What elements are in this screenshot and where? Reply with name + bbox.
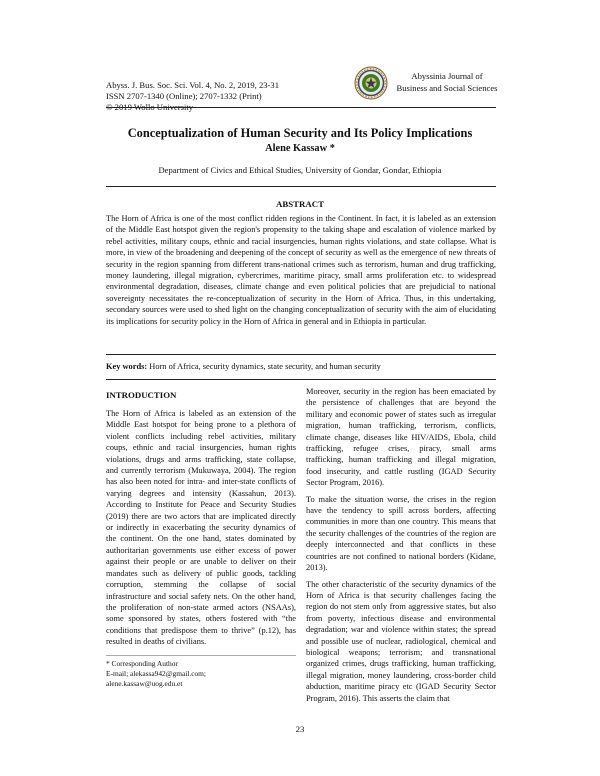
footnote-line-1: * Corresponding Author: [106, 659, 178, 668]
page-number: 23: [295, 724, 305, 734]
abstract-divider: [106, 354, 496, 355]
article-title: Conceptualization of Human Security and Its Policy Implications: [127, 126, 473, 140]
introduction-heading: INTRODUCTION: [106, 390, 177, 400]
keywords-text: Horn of Africa, security dynamics, state security, and human security: [149, 362, 381, 371]
keywords-divider: [106, 379, 496, 380]
abstract-heading: ABSTRACT: [276, 199, 324, 209]
journal-name-line-1: Abyssinia Journal of: [411, 71, 483, 81]
abstract-text: The Horn of Africa is one of the most conflict ridden regions in the Continent. In fact, it is labeled as an extension of the Middle East hotspot given the region's propensity to the taking shape and escalation of violence marked by rebel activities, military coups, ethnic and racial insurgencies, human rights violations, and state collapse. What is more, in view of the broadening and deepening of the concept of security as well as the emergence of new threats of security in the region spanning from different trans-national crimes such as terrorism, human and drug trafficking, money laundering, illegal migration, cybercrimes, maritime piracy, small arms proliferation etc. to widespread environmental degradation, diseases, climate change and even political policies that are prejudicial to national sovereignty necessitates the re-conceptualization of security in the Horn of Africa. Thus, in this undertaking, secondary sources were used to shed light on the changing conceptualization of security with the aim of elucidating its implications for security policy in the Horn of Africa in general and in Ethiopia in particular.: [106, 214, 496, 326]
journal-name: [392, 71, 502, 94]
article-author: Alene Kassaw *: [265, 143, 335, 154]
title-divider: [106, 186, 496, 187]
citation-line-1: Abyss. J. Bus. Soc. Sci. Vol. 4, No. 2, 2019, 23-31: [106, 80, 280, 90]
journal-logo-icon: [354, 66, 388, 100]
journal-name-line-2: Business and Social Sciences: [396, 82, 498, 93]
citation-block: [106, 80, 279, 114]
intro-paragraph-2: Moreover, security in the region has been emaciated by the persistence of challenges that are beyond the military and economic power of states such as irregular migration, human trafficking, terrorism, conflicts, climate change, diseases like HIV/AIDS, Ebola, child trafficking, refugee crises, piracy, small arms trafficking, human trafficking and illegal migration, food insecurity, and cattle rustling (IGAD Security Sector Program, 2016).: [306, 387, 496, 488]
keywords-label: Key words:: [106, 362, 148, 371]
intro-paragraph-3: To make the situation worse, the crises in the region have the tendency to spill across borders, affecting communities in more than one country. This means that the security challenges of the countries of the region are deeply interconnected and that conflicts in these countries are not confined to national borders (Kidane, 2013).: [306, 494, 496, 573]
intro-paragraph-1: The Horn of Africa is labeled as an extension of the Middle East hotspot for being prone to a plethora of violent conflicts including rebel activities, military coups, ethnic and racial insurgencies, human rights violations, drugs and arms trafficking, state collapse, and currently terrorism (Mukuwaya, 2004). The region has also been noted for intra- and inter-state conflicts of varying degrees and intensity (Kassahun, 2013). According to Institute for Peace and Security Studies (2019) there are two actors that are implicated directly or indirectly in exacerbating the security dynamics of the continent. On the one hand, states dominated by authoritarian governments use either excess of power against their people or are unable to deliver on their mandates such as delivery of public goods, tackling corruption, stemming the collapse of social infrastructure and social safety nets. On the other hand, the proliferation of non-state armed actors (NSAAs), some sponsored by states, others fostered with “the conditions that predispose them to thrive” (p.12), has resulted in deaths of civilians.: [106, 409, 296, 647]
intro-paragraph-4: The other characteristic of the security dynamics of the Horn of Africa is that security challenges facing the region do not stem only from aggressive states, but also from poverty, infectious disease and environmental degradation; war and violence within states; the spread and possible use of nuclear, radiological, chemical and biological weapons; terrorism; and transnational organized crimes, drugs trafficking, human trafficking, illegal migration, money laundering, cross-border child abduction, maritime piracy etc (IGAD Security Sector Program, 2016). This asserts the claim that: [306, 579, 496, 703]
right-column: [306, 386, 496, 709]
citation-line-3: © 2019 Wollo University: [106, 102, 194, 113]
footnote-email-line-2: alene.kassaw@uog.edu.et: [106, 679, 183, 688]
keywords: [106, 362, 496, 371]
footnote-email-line: E-mail; alekassa942@gmail.com;: [106, 669, 206, 678]
author-affiliation: Department of Civics and Ethical Studies, University of Gondar, Gondar, Ethiopia: [158, 165, 442, 175]
footnote: [106, 659, 296, 689]
citation-line-2: ISSN 2707-1340 (Online); 2707-1332 (Print): [106, 91, 262, 102]
header-divider: [106, 107, 496, 108]
left-column: [106, 408, 296, 653]
footnote-divider: [106, 655, 296, 656]
